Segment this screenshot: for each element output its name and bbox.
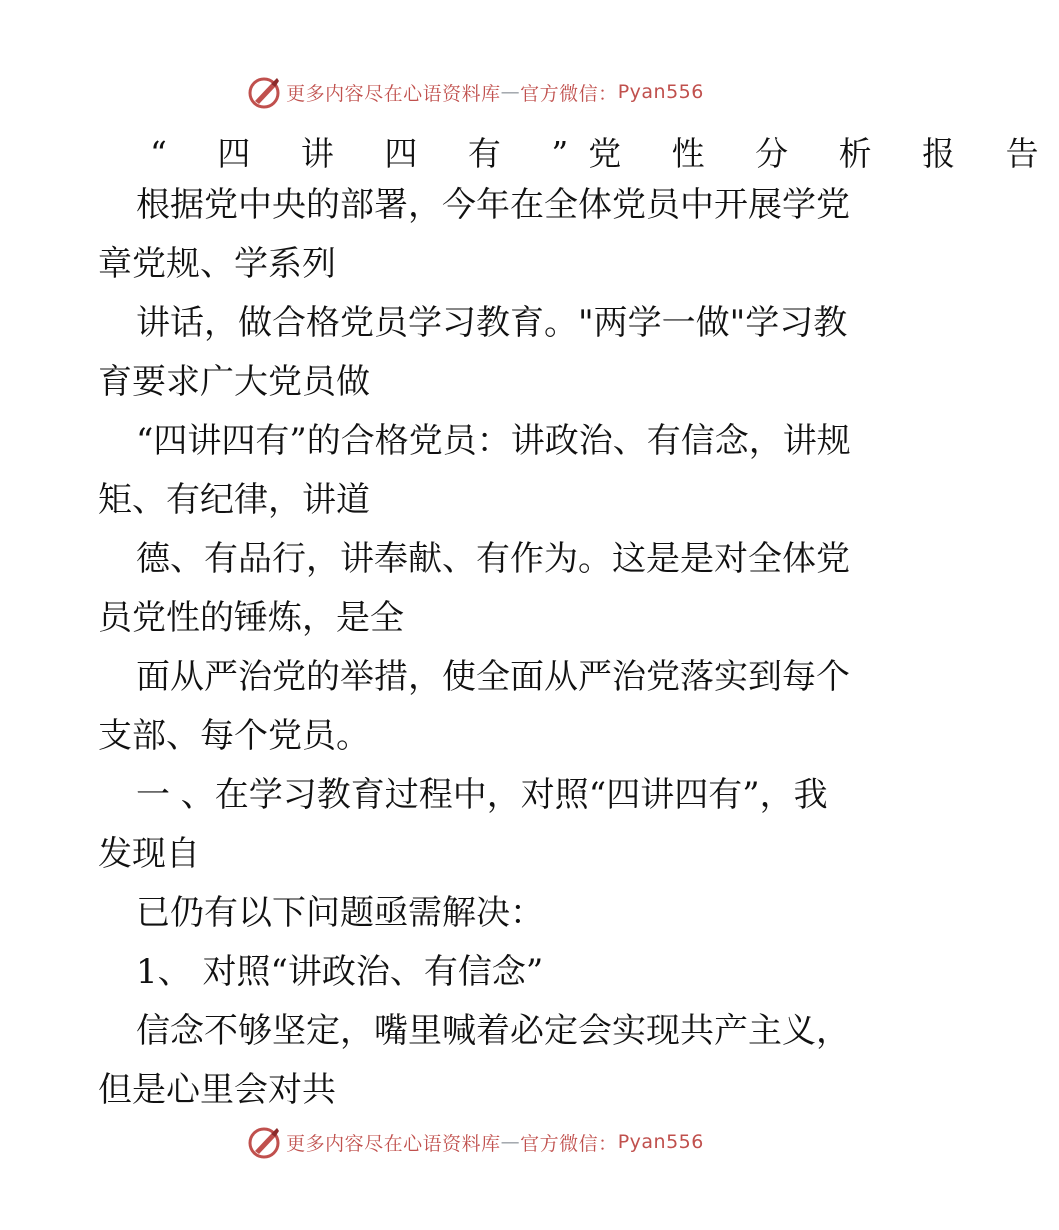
watermark-wechat-id: Pyan556 (617, 81, 704, 103)
paragraph: 1、 对照“讲政治、有信念” (136, 952, 544, 992)
watermark-wechat-id: Pyan556 (617, 1131, 704, 1153)
watermark-dash: — (500, 1131, 521, 1153)
paragraph: 一 、在学习教育过程中，对照“四讲四有”，我发现自 (98, 775, 828, 874)
pen-logo-icon (246, 74, 282, 110)
document-body (98, 176, 854, 1120)
paragraph: 已仍有以下问题亟需解决： (136, 893, 544, 933)
pen-logo-icon (246, 1124, 282, 1160)
watermark-wechat-label: 官方微信： (520, 1132, 618, 1155)
watermark-text: 更多内容尽在心语资料库 (286, 1132, 501, 1155)
watermark-dash: — (500, 81, 521, 103)
paragraph: “四讲四有”的合格党员：讲政治、有信念，讲规矩、有纪律，讲道 (98, 421, 851, 520)
paragraph: 德、有品行，讲奉献、有作为。这是是对全体党员党性的锤炼，是全 (98, 539, 850, 638)
paragraph: 面从严治党的举措，使全面从严治党落实到每个支部、每个党员。 (98, 657, 850, 756)
paragraph: 信念不够坚定，嘴里喊着必定会实现共产主义，但是心里会对共 (98, 1011, 850, 1110)
footer-watermark (0, 1124, 950, 1160)
header-watermark (0, 74, 950, 110)
watermark-text: 更多内容尽在心语资料库 (286, 82, 501, 105)
paragraph: 根据党中央的部署，今年在全体党员中开展学党章党规、学系列 (98, 185, 850, 284)
document-title: “ 四 讲 四 有 ”党 性 分 析 报 告 (150, 134, 1059, 173)
paragraph: 讲话，做合格党员学习教育。"两学一做"学习教育要求广大党员做 (98, 303, 848, 402)
watermark-wechat-label: 官方微信： (520, 82, 618, 105)
